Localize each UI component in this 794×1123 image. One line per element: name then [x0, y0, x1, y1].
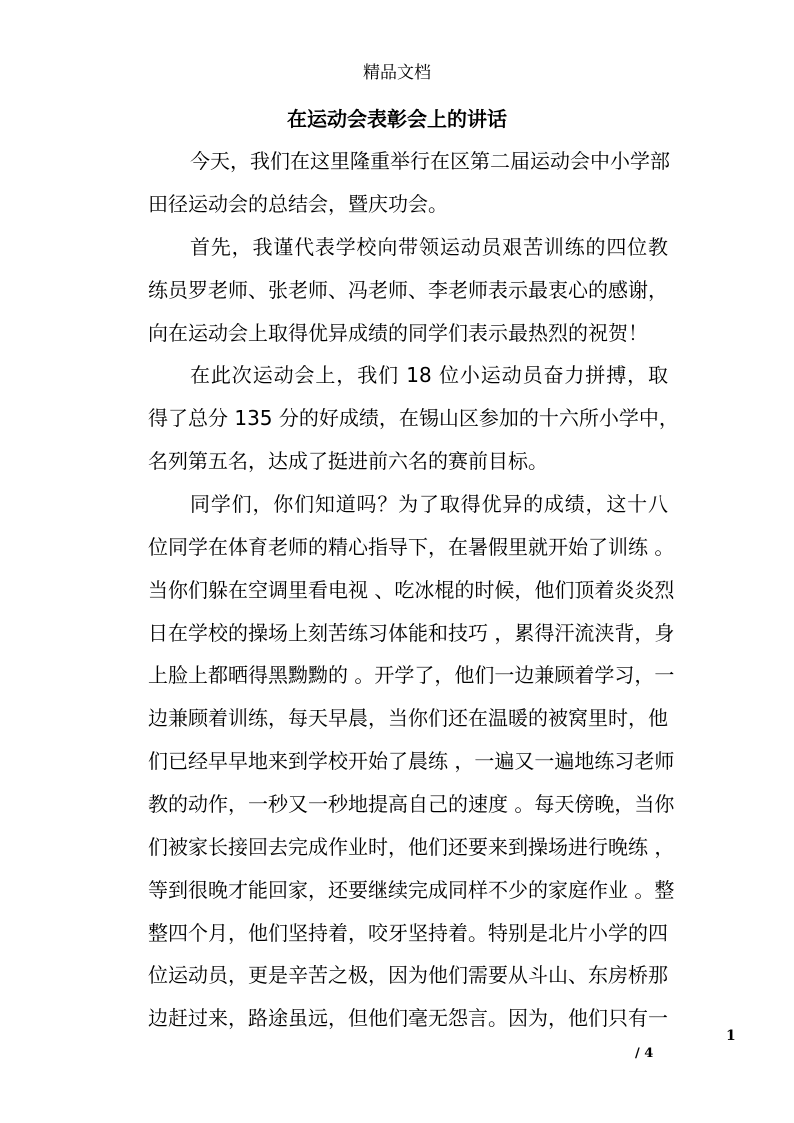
body-line: 位同学在体育老师的精心指导下，在暑假里就开始了训练 。 [148, 535, 675, 559]
body-line: 得了总分 135 分的好成绩，在锡山区参加的十六所小学中， [148, 406, 679, 430]
speech-title: 在运动会表彰会上的讲话 [287, 107, 507, 131]
body-line: 首先，我谨代表学校向带领运动员艰苦训练的四位教 [190, 235, 668, 259]
body-line: 今天，我们在这里隆重举行在区第二届运动会中小学部 [190, 149, 670, 173]
body-line: 日在学校的操场上刻苦练习体能和技巧 ，累得汗流浃背，身 [148, 621, 675, 645]
body-line: 向在运动会上取得优异成绩的同学们表示最热烈的祝贺！ [148, 321, 648, 345]
document-header: 精品文档 [363, 63, 431, 83]
body-line: 边赶过来，路途虽远，但他们毫无怨言。因为，他们只有一 [148, 1006, 668, 1030]
body-line: 们已经早早地来到学校开始了晨练 ，一遍又一遍地练习老师 [148, 749, 675, 773]
body-line: 名列第五名，达成了挺进前六名的赛前目标。 [148, 449, 548, 473]
body-line: 田径运动会的总结会，暨庆功会。 [148, 192, 448, 216]
body-line: 在此次运动会上，我们 18 位小运动员奋力拼搏，取 [190, 363, 668, 387]
body-line: 教的动作，一秒又一秒地提高自己的速度 。每天傍晚，当你 [148, 792, 675, 816]
body-line: 同学们，你们知道吗？为了取得优异的成绩，这十八 [190, 492, 668, 516]
body-line: 位运动员，更是辛苦之极，因为他们需要从斗山、东房桥那 [148, 963, 668, 987]
body-line: 边兼顾着训练，每天早晨，当你们还在温暖的被窝里时，他 [148, 706, 668, 730]
body-line: 当你们躲在空调里看电视 、吃冰棍的时候，他们顶着炎炎烈 [148, 578, 675, 602]
page-total: / 4 [635, 1046, 654, 1061]
body-line: 整四个月，他们坚持着，咬牙坚持着。特别是北片小学的四 [148, 921, 668, 945]
page-number: 1 [726, 1028, 736, 1044]
body-line: 等到很晚才能回家，还要继续完成同样不少的家庭作业 。整 [148, 878, 675, 902]
body-line: 们被家长接回去完成作业时，他们还要来到操场进行晚练 ， [148, 835, 675, 859]
body-line: 练员罗老师、张老师、冯老师、李老师表示最衷心的感谢， [148, 278, 668, 302]
body-line: 上脸上都晒得黑黝黝的 。开学了，他们一边兼顾着学习，一 [148, 663, 675, 687]
